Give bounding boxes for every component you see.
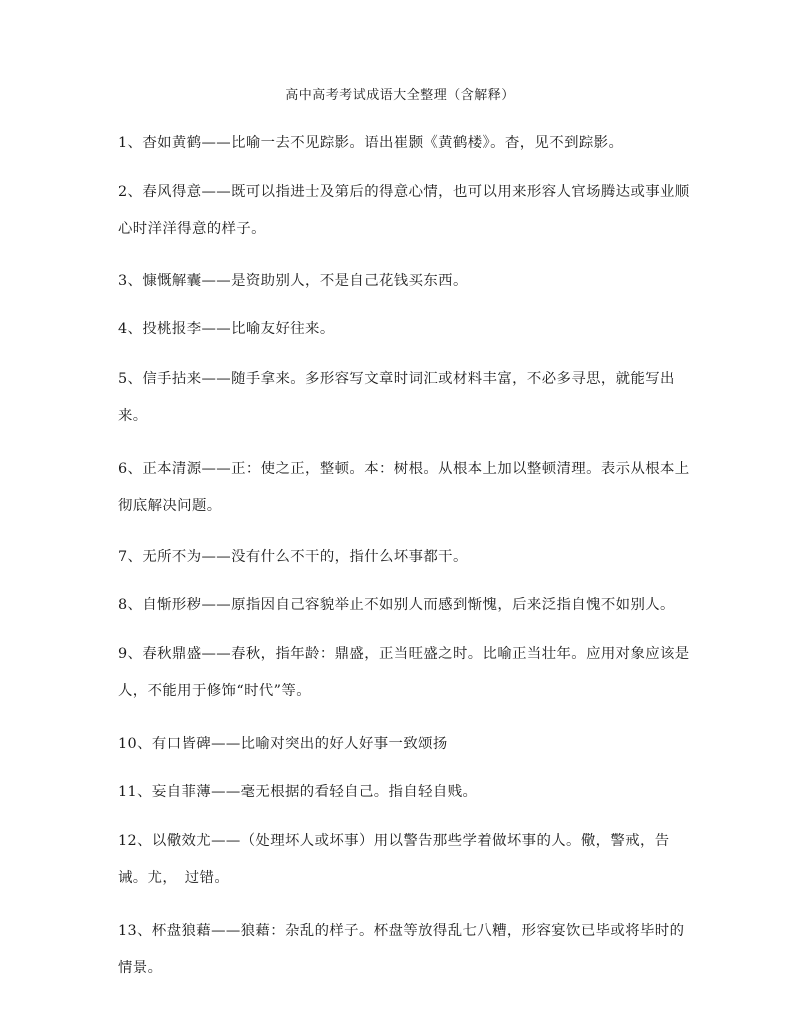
list-item (118, 774, 693, 811)
idiom-entry-text: 4、投桃报李——比喻友好往来。 (118, 321, 335, 337)
idiom-entry-text: 13、杯盘狼藉——狼藉：杂乱的样子。杯盘等放得乱七八糟，形容宴饮已毕或将毕时的情景。 (118, 923, 685, 976)
idiom-entry-text: 3、慷慨解囊——是资助别人，不是自己花钱买东西。 (118, 273, 468, 289)
list-item (118, 451, 693, 525)
idiom-entry-text: 5、信手拈来——随手拿来。多形容写文章时词汇或材料丰富，不必多寻思，就能写出来。 (118, 371, 675, 424)
list-item (118, 913, 693, 987)
list-item (118, 263, 693, 300)
list-item (118, 587, 693, 624)
list-item (118, 174, 693, 248)
idiom-entry-text: 8、自惭形秽——原指因自己容貌举止不如别人而感到惭愧，后来泛指自愧不如别人。 (118, 597, 675, 613)
list-item (118, 125, 693, 162)
list-item (118, 539, 693, 576)
idiom-entry-text: 1、杳如黄鹤——比喻一去不见踪影。语出崔颢《黄鹤楼》。杳，见不到踪影。 (118, 135, 624, 151)
list-item (118, 823, 693, 897)
document-title: 高中高考考试成语大全整理（含解释） (285, 88, 515, 103)
idiom-entry-text: 12、以儆效尤——（处理坏人或坏事）用以警告那些学着做坏事的人。儆，警戒，告诫。尤， 过错。 (118, 833, 670, 886)
idiom-entry-text: 10、有口皆碑——比喻对突出的好人好事一致颂扬 (118, 736, 448, 752)
idiom-entry-text: 11、妄自菲薄——毫无根据的看轻自己。指自轻自贱。 (118, 784, 478, 800)
idiom-entry-text: 7、无所不为——没有什么不干的，指什么坏事都干。 (118, 549, 468, 565)
idiom-entry-text: 6、正本清源——正：使之正，整顿。本：树根。从根本上加以整顿清理。表示从根本上彻底解决问题。 (118, 461, 690, 514)
list-item (118, 361, 693, 435)
list-item (118, 636, 693, 710)
list-item (118, 311, 693, 348)
list-item (118, 726, 693, 763)
idiom-entry-text: 2、春风得意——既可以指进士及第后的得意心情，也可以用来形容人官场腾达或事业顺心时洋洋得意的样子。 (118, 184, 690, 237)
idiom-entry-text: 9、春秋鼎盛——春秋，指年龄：鼎盛，正当旺盛之时。比喻正当壮年。应用对象应该是人，不能用于修饰“时代”等。 (118, 646, 690, 699)
